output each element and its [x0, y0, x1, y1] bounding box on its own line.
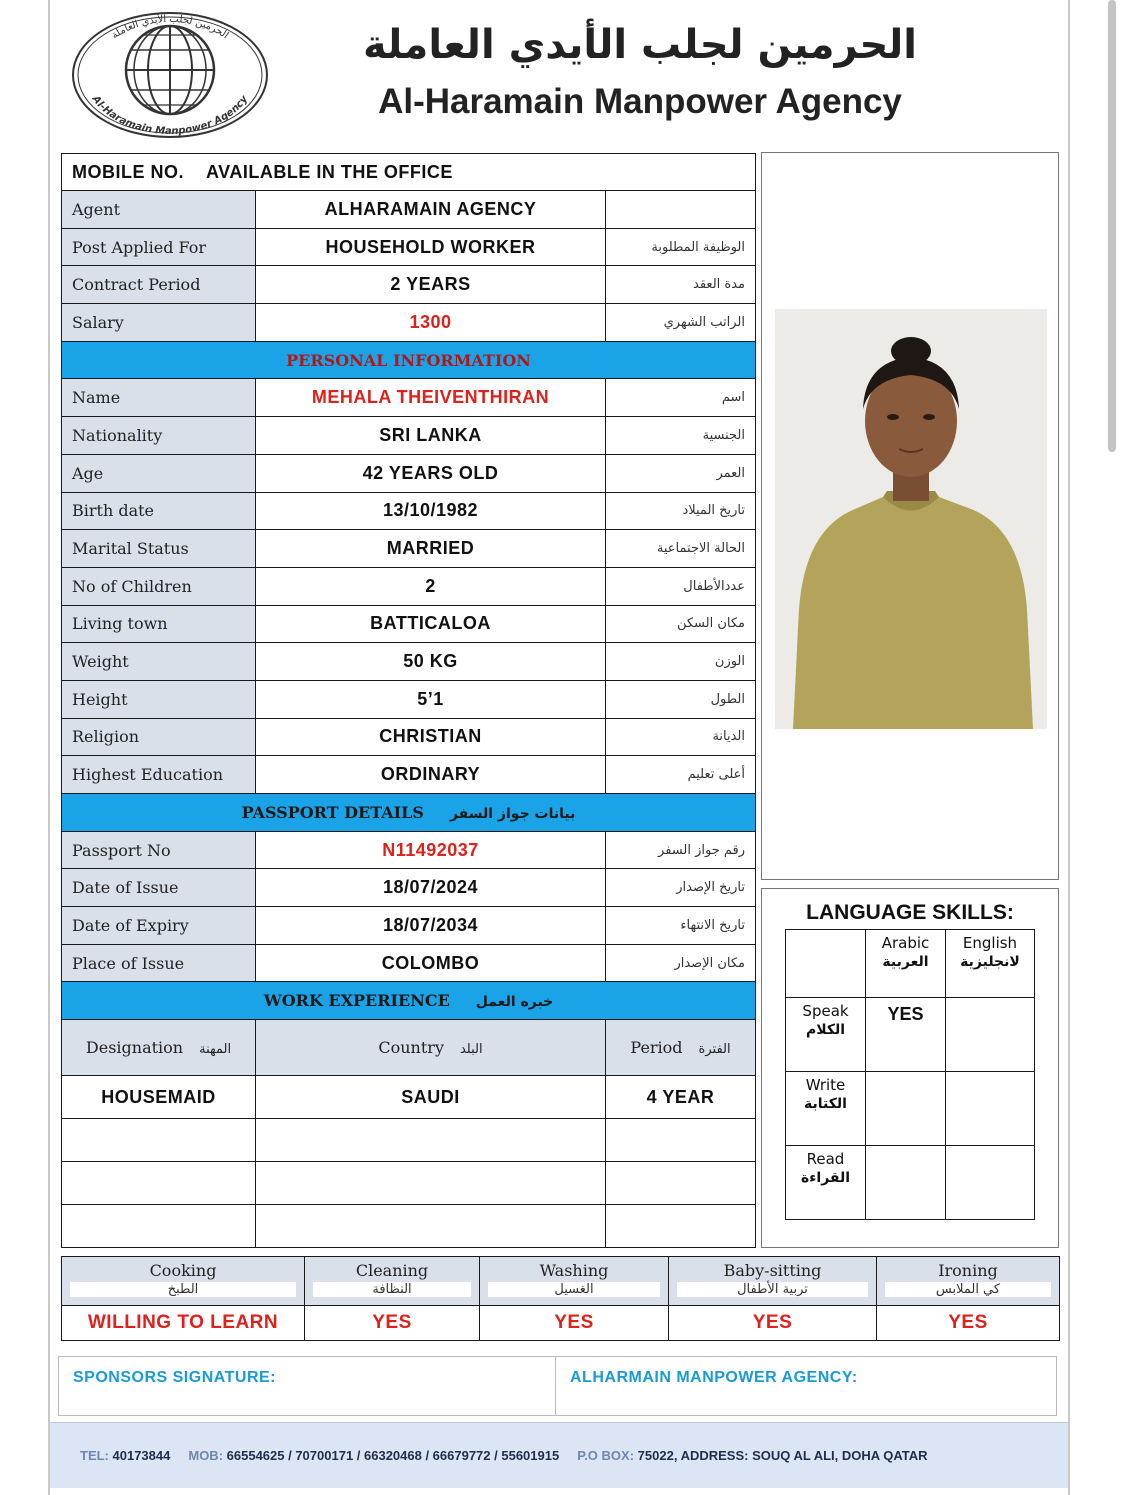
town-value: BATTICALOA [256, 605, 606, 643]
designation-value: HOUSEMAID [62, 1076, 256, 1119]
weight-label-ar: الوزن [606, 643, 756, 681]
table-row [62, 869, 756, 907]
name-label-ar: اسم [606, 379, 756, 417]
table-row [62, 1020, 756, 1076]
table-row [62, 1162, 756, 1205]
age-label: Age [62, 454, 256, 492]
table-row [62, 379, 756, 417]
signature-section [58, 1356, 1057, 1416]
age-value: 42 YEARS OLD [256, 454, 606, 492]
marital-label: Marital Status [62, 530, 256, 568]
table-row [62, 756, 756, 794]
read-english-value [946, 1146, 1035, 1220]
table-row [786, 998, 1035, 1072]
post-label-ar: الوظيفة المطلوبة [606, 228, 756, 266]
town-label: Living town [62, 605, 256, 643]
agency-signature-label: ALHARMAIN MANPOWER AGENCY: [570, 1369, 858, 1386]
issue-date-label-ar: تاريخ الإصدار [606, 869, 756, 907]
height-label: Height [62, 680, 256, 718]
table-row [62, 718, 756, 756]
table-row [62, 454, 756, 492]
table-row [62, 567, 756, 605]
country-header: Country البلد [256, 1020, 606, 1076]
salary-value: 1300 [256, 304, 606, 342]
language-skills-box [761, 888, 1059, 1248]
write-label: Write الكتابة [786, 1072, 866, 1146]
person-photo-icon [775, 309, 1047, 729]
passport-no-label: Passport No [62, 831, 256, 869]
post-value: HOUSEHOLD WORKER [256, 228, 606, 266]
speak-arabic-value: YES [866, 998, 946, 1072]
write-english-value [946, 1072, 1035, 1146]
tel-value: 40173844 [112, 1448, 171, 1463]
english-column-header: English لانجليزية [946, 930, 1035, 998]
agent-value: ALHARAMAIN AGENCY [256, 191, 606, 229]
salary-label: Salary [62, 304, 256, 342]
table-row [62, 530, 756, 568]
work-experience-header [62, 982, 756, 1020]
name-value: MEHALA THEIVENTHIRAN [256, 379, 606, 417]
table-row [62, 228, 756, 266]
table-row [62, 1076, 756, 1119]
applicant-info-table [61, 153, 756, 1248]
children-label-ar: عددالأطفال [606, 567, 756, 605]
issue-date-label: Date of Issue [62, 869, 256, 907]
cooking-header: Cooking الطبخ [62, 1257, 305, 1306]
table-row [62, 191, 756, 229]
babysitting-header: Baby-sitting تربية الأطفال [669, 1257, 877, 1306]
birthdate-value: 13/10/1982 [256, 492, 606, 530]
table-row [62, 605, 756, 643]
children-value: 2 [256, 567, 606, 605]
post-label: Post Applied For [62, 228, 256, 266]
agent-label: Agent [62, 191, 256, 229]
table-row [62, 492, 756, 530]
pobox-label: P.O BOX: [577, 1448, 635, 1463]
table-row [62, 417, 756, 455]
designation-header: Designation المهنة [62, 1020, 256, 1076]
table-row [62, 643, 756, 681]
footer-contact-bar [50, 1422, 1068, 1488]
address-value: 75022, ADDRESS: SOUQ AL ALI, DOHA QATAR [637, 1448, 928, 1463]
table-row [62, 1306, 1060, 1341]
religion-label: Religion [62, 718, 256, 756]
vertical-scrollbar[interactable] [1108, 0, 1116, 452]
mob-label: MOB: [188, 1448, 224, 1463]
children-label: No of Children [62, 567, 256, 605]
education-value: ORDINARY [256, 756, 606, 794]
table-row [786, 930, 1035, 998]
education-label: Highest Education [62, 756, 256, 794]
read-arabic-value [866, 1146, 946, 1220]
passport-title: PASSPORT DETAILS [241, 802, 424, 822]
table-row [786, 1146, 1035, 1220]
mobile-value: AVAILABLE IN THE OFFICE [206, 161, 453, 182]
expiry-date-label: Date of Expiry [62, 907, 256, 945]
table-row [62, 831, 756, 869]
issue-place-label-ar: مكان الإصدار [606, 944, 756, 982]
agency-title-english: Al-Haramain Manpower Agency [378, 82, 902, 121]
mobile-row [62, 154, 756, 191]
age-label-ar: العمر [606, 454, 756, 492]
contract-label: Contract Period [62, 266, 256, 304]
issue-place-value: COLOMBO [256, 944, 606, 982]
height-value: 5’1 [256, 680, 606, 718]
table-row [62, 1257, 1060, 1306]
birthdate-label: Birth date [62, 492, 256, 530]
washing-header: Washing الغسيل [480, 1257, 669, 1306]
agent-label-ar [606, 191, 756, 229]
mob-value: 66554625 / 70700171 / 66320468 / 66679772 / 55601915 [226, 1448, 560, 1463]
religion-label-ar: الديانة [606, 718, 756, 756]
cleaning-header: Cleaning النظافة [305, 1257, 480, 1306]
passport-no-label-ar: رقم جواز السفر [606, 831, 756, 869]
speak-label: Speak الكلام [786, 998, 866, 1072]
ironing-value: YES [877, 1306, 1060, 1341]
table-row [62, 907, 756, 945]
nationality-label: Nationality [62, 417, 256, 455]
salary-label-ar: الراتب الشهري [606, 304, 756, 342]
language-skills-table [785, 929, 1035, 1220]
passport-title-ar: بيانات جواز السفر [449, 805, 576, 822]
ironing-header: Ironing كي الملابس [877, 1257, 1060, 1306]
passport-no-value: N11492037 [256, 831, 606, 869]
personal-info-header: PERSONAL INFORMATION [62, 341, 756, 379]
period-header: Period الفترة [606, 1020, 756, 1076]
contract-value: 2 YEARS [256, 266, 606, 304]
mobile-label: MOBILE NO. [72, 161, 184, 182]
sponsor-signature-label: SPONSORS SIGNATURE: [59, 1357, 556, 1415]
write-arabic-value [866, 1072, 946, 1146]
speak-english-value [946, 998, 1035, 1072]
agency-title-arabic: الحرمين لجلب الأيدي العاملة [362, 22, 918, 68]
weight-label: Weight [62, 643, 256, 681]
town-label-ar: مكان السكن [606, 605, 756, 643]
name-label: Name [62, 379, 256, 417]
education-label-ar: أعلى تعليم [606, 756, 756, 794]
expiry-date-value: 18/07/2034 [256, 907, 606, 945]
cooking-value: WILLING TO LEARN [62, 1306, 305, 1341]
country-value: SAUDI [256, 1076, 606, 1119]
religion-value: CHRISTIAN [256, 718, 606, 756]
issue-place-label: Place of Issue [62, 944, 256, 982]
photo-frame [761, 152, 1059, 880]
skills-table [61, 1256, 1060, 1341]
svg-text:Al-Haramain Manpower Agency: Al-Haramain Manpower Agency [89, 93, 251, 138]
table-row [62, 304, 756, 342]
babysitting-value: YES [669, 1306, 877, 1341]
globe-logo-icon [70, 10, 270, 140]
weight-value: 50 KG [256, 643, 606, 681]
birthdate-label-ar: تاريخ الميلاد [606, 492, 756, 530]
tel-label: TEL: [80, 1448, 109, 1463]
passport-details-header [62, 794, 756, 832]
svg-text:الحرمين لجلب الأيدي العاملة: الحرمين لجلب الأيدي العاملة [109, 13, 231, 42]
table-row [786, 1072, 1035, 1146]
nationality-label-ar: الجنسية [606, 417, 756, 455]
height-label-ar: الطول [606, 680, 756, 718]
cleaning-value: YES [305, 1306, 480, 1341]
marital-label-ar: الحالة الاجتماعية [606, 530, 756, 568]
issue-date-value: 18/07/2024 [256, 869, 606, 907]
read-label: Read القراءة [786, 1146, 866, 1220]
table-row [62, 1119, 756, 1162]
table-row [62, 944, 756, 982]
expiry-date-label-ar: تاريخ الانتهاء [606, 907, 756, 945]
marital-value: MARRIED [256, 530, 606, 568]
applicant-photo [775, 309, 1047, 729]
period-value: 4 YEAR [606, 1076, 756, 1119]
contract-label-ar: مدة العقد [606, 266, 756, 304]
table-row [62, 266, 756, 304]
table-row [62, 1205, 756, 1248]
washing-value: YES [480, 1306, 669, 1341]
arabic-column-header: Arabic العربية [866, 930, 946, 998]
table-row [62, 680, 756, 718]
nationality-value: SRI LANKA [256, 417, 606, 455]
language-skills-title: LANGUAGE SKILLS: [806, 901, 1014, 924]
work-title-ar: خبره العمل [475, 994, 554, 1011]
work-title: WORK EXPERIENCE [263, 991, 450, 1011]
